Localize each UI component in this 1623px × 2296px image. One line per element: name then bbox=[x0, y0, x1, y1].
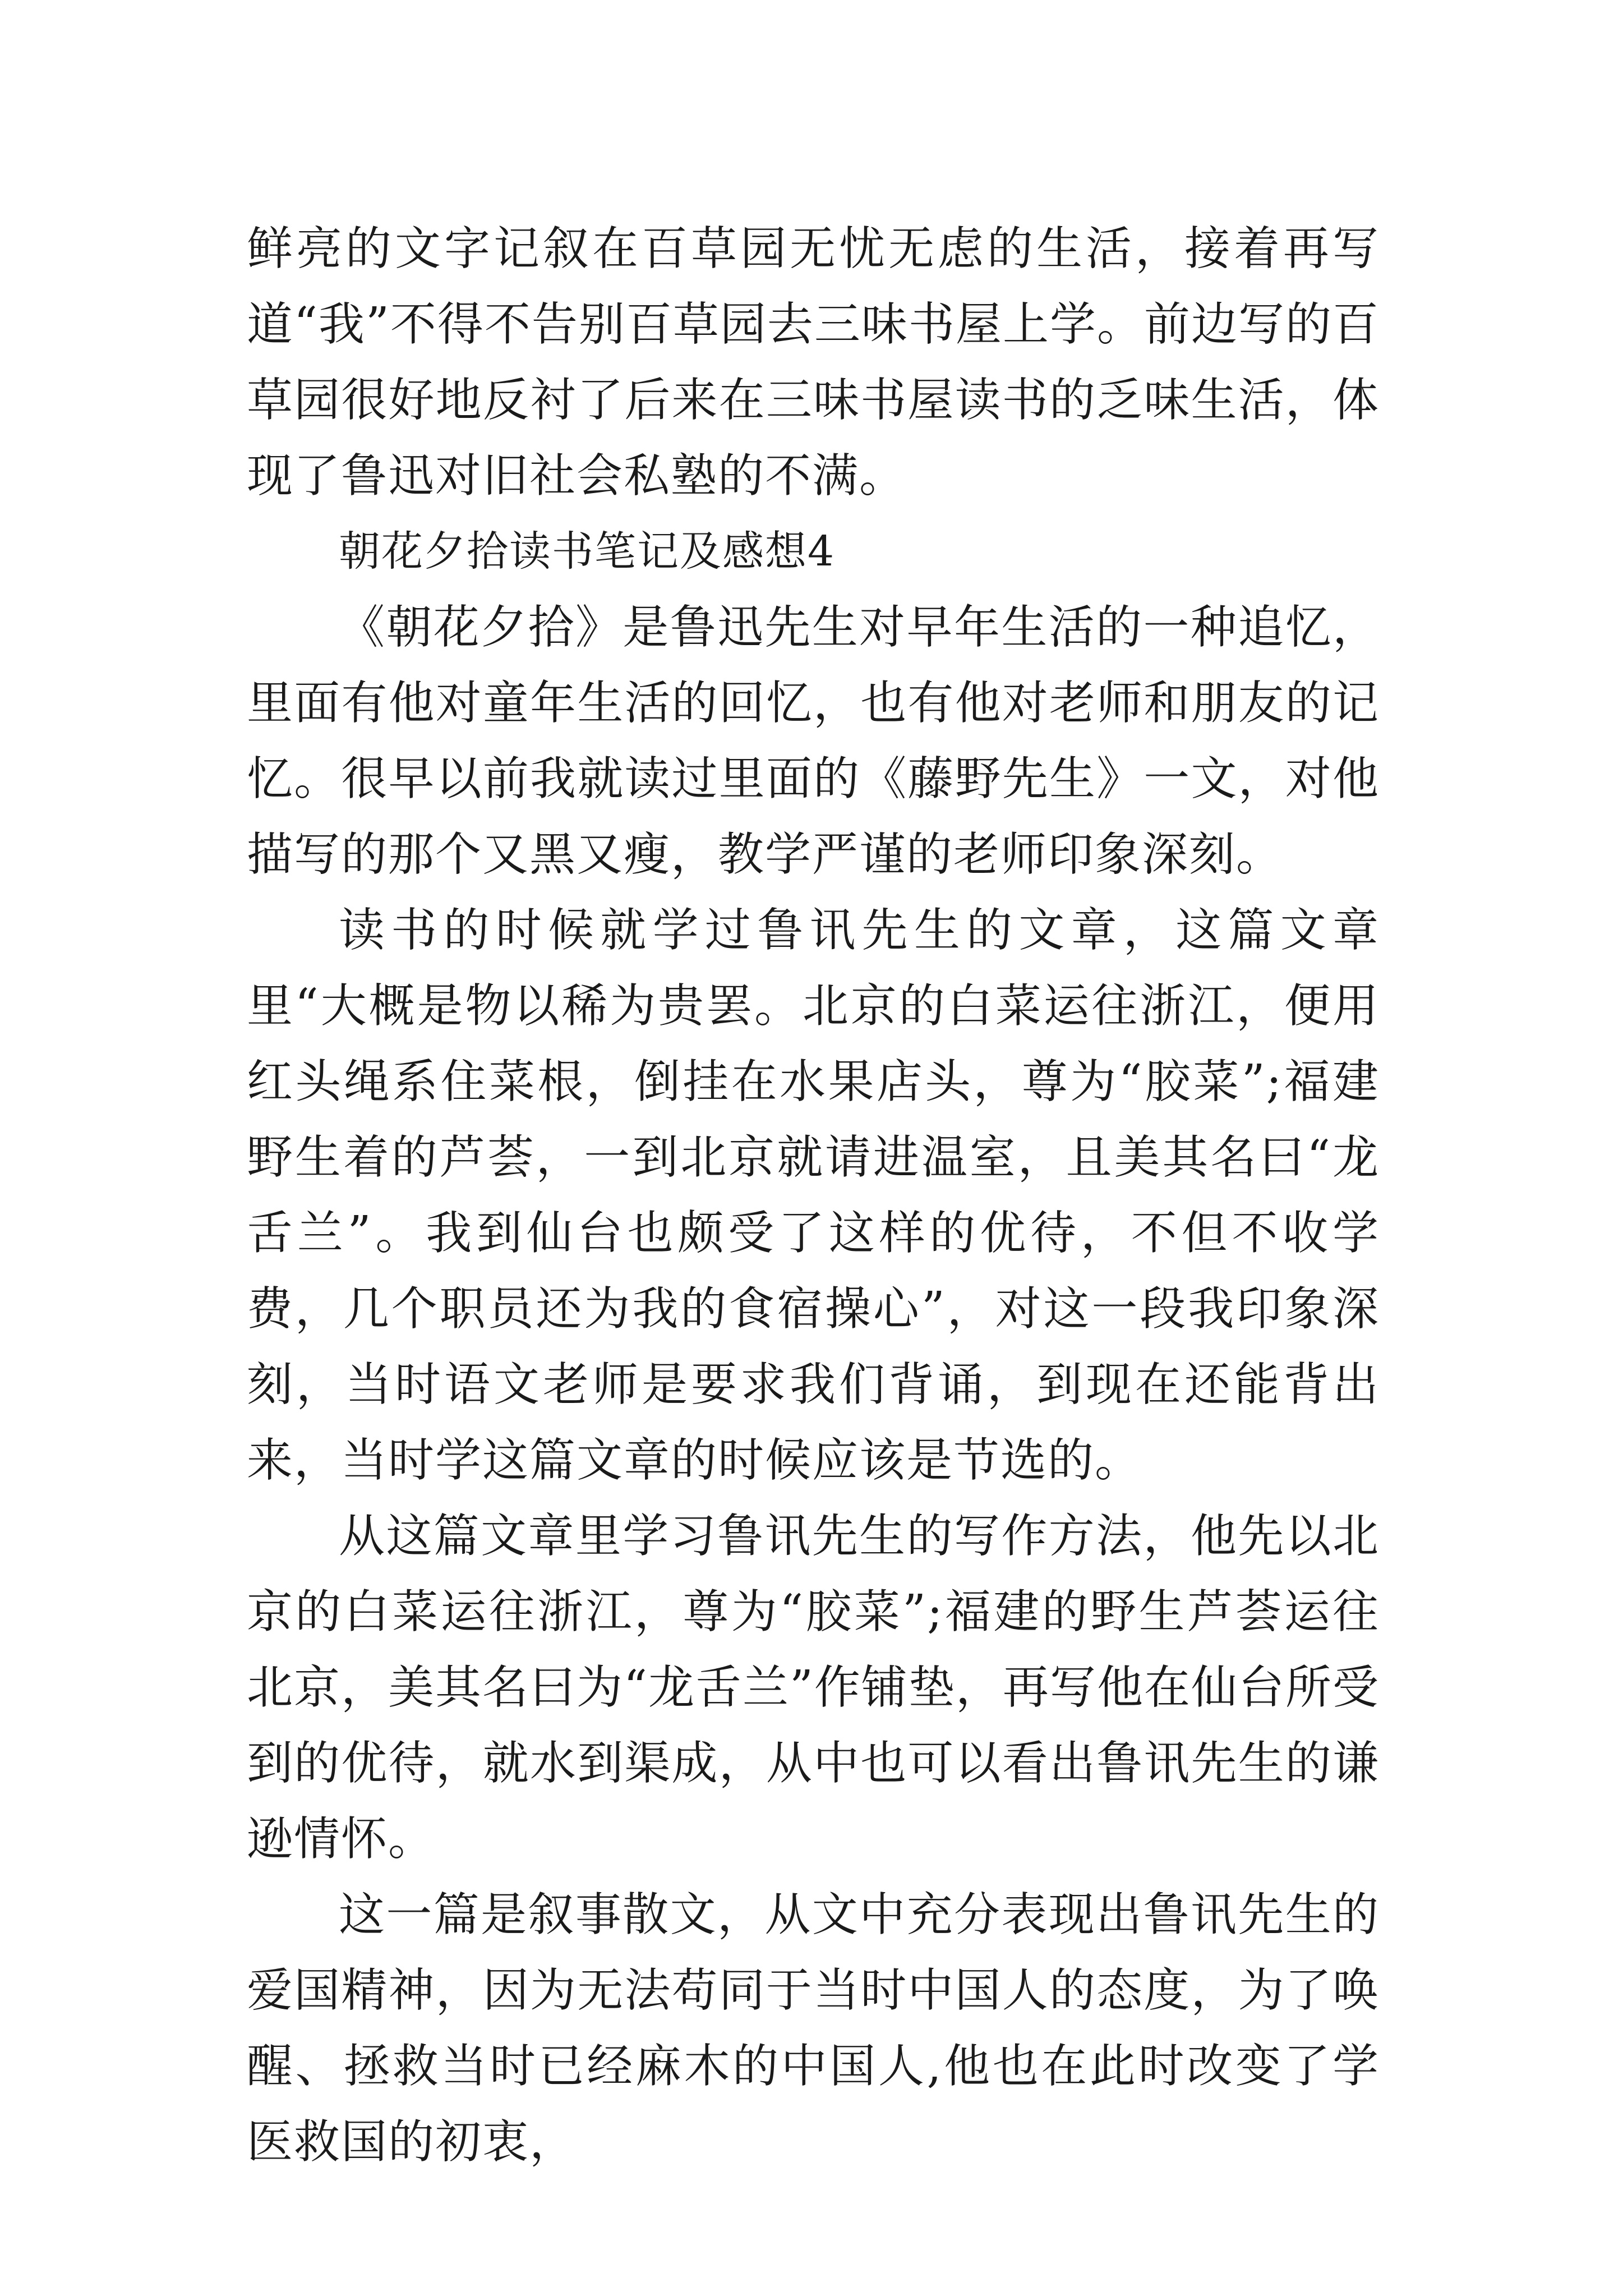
paragraph-1: 《朝花夕拾》是鲁迅先生对早年生活的一种追忆，里面有他对童年生活的回忆，也有他对老师和朋友的记忆。很早以前我就读过里面的《藤野先生》一文，对他描写的那个又黑又瘦，教学严谨的老师印象深刻。 bbox=[247, 601, 1380, 881]
continued-paragraph: 鲜亮的文字记叙在百草园无忧无虑的生活，接着再写道“我”不得不告别百草园去三味书屋上学。前边写的百草园很好地反衬了后来在三味书屋读书的乏味生活，体现了鲁迅对旧社会私塾的不满。 bbox=[247, 222, 1380, 503]
document-body bbox=[247, 211, 1380, 2180]
paragraph-3: 从这篇文章里学习鲁讯先生的写作方法，他先以北京的白菜运往浙江，尊为“胶菜”;福建的野生芦荟运往北京，美其名曰为“龙舌兰”作铺垫，再写他在仙台所受到的优待，就水到渠成，从中也可以看出鲁讯先生的谦逊情怀。 bbox=[247, 1510, 1380, 1866]
paragraph-2: 读书的时候就学过鲁讯先生的文章，这篇文章里“大概是物以稀为贵罢。北京的白菜运往浙江，便用红头绳系住菜根，倒挂在水果店头，尊为“胶菜”;福建野生着的芦荟，一到北京就请进温室，且美其名曰“龙舌兰”。我到仙台也颇受了这样的优待，不但不收学费，几个职员还为我的食宿操心”，对这一段我印象深刻，当时语文老师是要求我们背诵，到现在还能背出来，当时学这篇文章的时候应该是节选的。 bbox=[247, 904, 1380, 1487]
paragraph-4: 这一篇是叙事散文，从文中充分表现出鲁讯先生的爱国精神，因为无法苟同于当时中国人的态度，为了唤醒、拯救当时已经麻木的中国人,他也在此时改变了学医救国的初衷， bbox=[247, 1888, 1380, 2169]
section-heading: 朝花夕拾读书笔记及感想4 bbox=[339, 527, 836, 576]
